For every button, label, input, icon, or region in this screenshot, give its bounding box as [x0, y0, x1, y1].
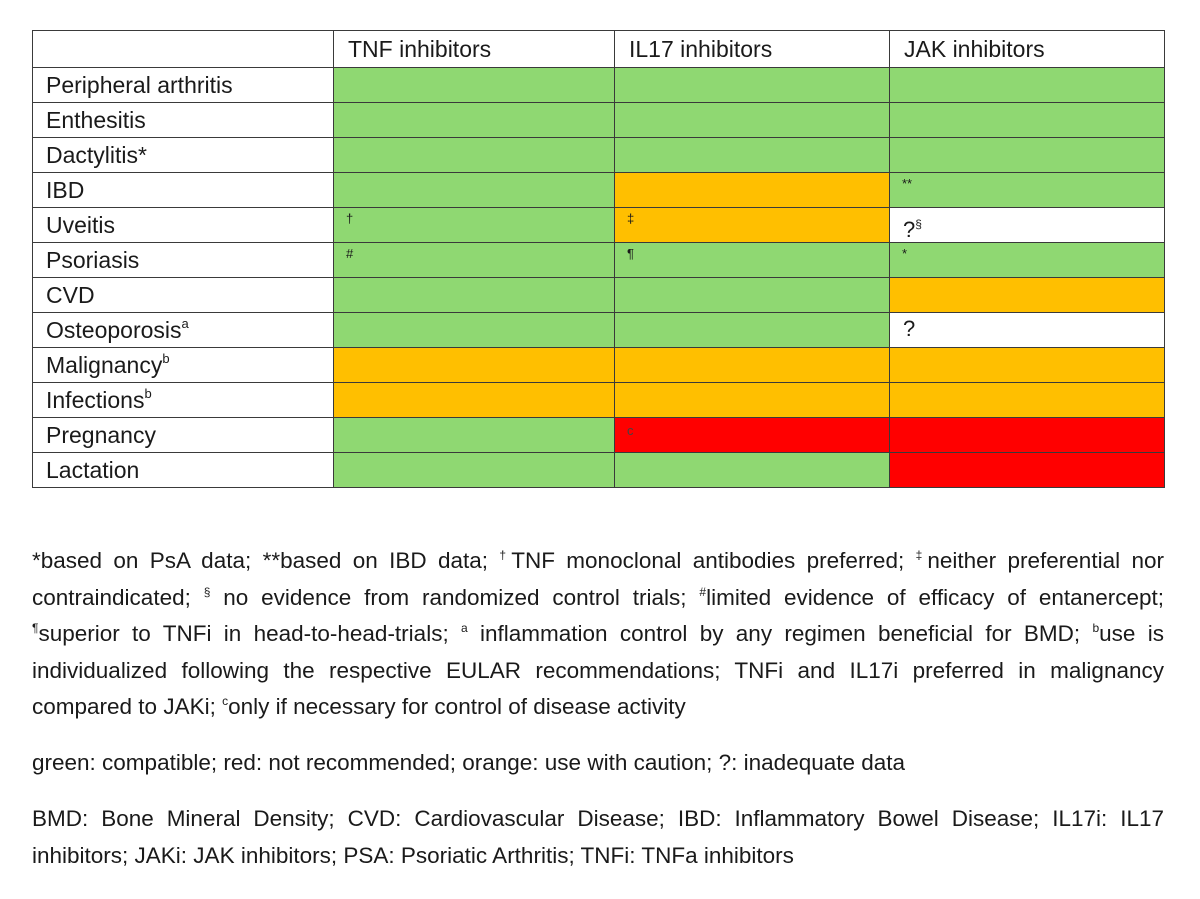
footnote-symbol: †	[499, 548, 512, 562]
cell-il17-green	[615, 453, 890, 488]
row-label	[33, 68, 334, 103]
row-label-text: Pregnancy	[46, 421, 156, 448]
row-label	[33, 278, 334, 313]
cell-mark-text: #	[346, 246, 354, 261]
cell-footnote-mark	[902, 177, 912, 191]
cell-footnote-mark	[627, 247, 634, 261]
table-header-row	[33, 31, 1165, 68]
footnote-symbol: b	[1092, 621, 1100, 635]
table-row	[33, 173, 1165, 208]
table-row	[33, 68, 1165, 103]
table-row	[33, 243, 1165, 278]
row-label-text: Enthesitis	[46, 106, 146, 133]
footnote-text: limited evidence of efficacy of entanercept;	[706, 584, 1164, 610]
cell-il17-green	[615, 243, 890, 278]
header-jak-inhibitors: JAK inhibitors	[890, 31, 1165, 68]
cell-il17-green	[615, 313, 890, 348]
cell-jak-orange	[890, 383, 1165, 418]
cell-jak-red	[890, 418, 1165, 453]
table-row	[33, 383, 1165, 418]
cell-tnf-green	[334, 243, 615, 278]
row-label-text: Malignancy	[46, 352, 163, 378]
footnote-paragraph	[32, 543, 1164, 726]
row-label-footnote-mark: b	[162, 351, 170, 366]
row-label-footnote-mark: a	[181, 316, 189, 331]
cell-mark-text: *	[902, 246, 908, 261]
table-row	[33, 138, 1165, 173]
cell-il17-green	[615, 278, 890, 313]
table-row	[33, 418, 1165, 453]
table-row	[33, 348, 1165, 383]
row-label-text: Psoriasis	[46, 246, 140, 273]
header-tnf-inhibitors: TNF inhibitors	[334, 31, 615, 68]
cell-jak-white	[890, 313, 1165, 348]
cell-jak-green	[890, 103, 1165, 138]
table-row	[33, 313, 1165, 348]
cell-jak-green	[890, 243, 1165, 278]
table-row	[33, 453, 1165, 488]
cell-il17-orange	[615, 383, 890, 418]
cell-tnf-orange	[334, 383, 615, 418]
table-row	[33, 208, 1165, 243]
cell-tnf-green	[334, 418, 615, 453]
cell-il17-red	[615, 418, 890, 453]
cell-tnf-green	[334, 103, 615, 138]
row-label	[33, 313, 334, 348]
footnote-text: only if necessary for control of disease activity	[228, 694, 686, 719]
cell-mark-text: ‡	[627, 211, 635, 226]
cell-il17-orange	[615, 173, 890, 208]
footnote-text: no evidence from randomized control trials;	[210, 584, 700, 610]
cell-mark-text: c	[627, 423, 634, 438]
row-label	[33, 138, 334, 173]
footnote-text: *based on PsA data; **based on IBD data;	[32, 548, 500, 573]
footnote-text: superior to TNFi in head-to-head-trials;	[38, 621, 462, 646]
cell-jak-orange	[890, 348, 1165, 383]
cell-il17-orange	[615, 348, 890, 383]
cell-tnf-green	[334, 313, 615, 348]
cell-tnf-green	[334, 68, 615, 103]
cell-jak-green	[890, 173, 1165, 208]
cell-mark-text: †	[346, 211, 354, 226]
cell-footnote-mark	[346, 212, 353, 226]
cell-mark-sup: §	[915, 217, 922, 231]
row-label	[33, 383, 334, 418]
row-label-text: Dactylitis*	[46, 141, 147, 168]
header-il17-inhibitors: IL17 inhibitors	[615, 31, 890, 68]
footnote-text: TNF monoclonal antibodies preferred;	[511, 548, 916, 573]
cell-tnf-green	[334, 138, 615, 173]
cell-footnote-mark	[346, 247, 353, 261]
cell-tnf-green	[334, 208, 615, 243]
footnote-text: use is individualized following the respective EULAR recommendations; TNFi and IL17i preferred in malignancy compared to JAKi;	[32, 621, 1165, 719]
cell-jak-green	[890, 138, 1165, 173]
cell-tnf-green	[334, 278, 615, 313]
row-label-text: CVD	[46, 281, 95, 308]
cell-mark-text: ¶	[627, 246, 634, 261]
row-label	[33, 103, 334, 138]
cell-jak-green	[890, 68, 1165, 103]
cell-mark-text: ?	[903, 217, 916, 242]
footnote-symbol: a	[461, 621, 468, 635]
cell-il17-green	[615, 138, 890, 173]
row-label	[33, 243, 334, 278]
cell-mark-text: **	[902, 176, 913, 191]
row-label	[33, 453, 334, 488]
cell-il17-green	[615, 103, 890, 138]
row-label	[33, 208, 334, 243]
row-label-text: Lactation	[46, 456, 140, 483]
cell-mark-text: ?	[903, 316, 916, 341]
footnote-symbol: §	[203, 584, 211, 599]
row-label-footnote-mark: b	[144, 386, 152, 401]
cell-footnote-mark	[627, 212, 634, 226]
footnote-symbol: ¶	[32, 621, 39, 635]
table-row	[33, 103, 1165, 138]
table-row	[33, 278, 1165, 313]
table-body	[33, 68, 1165, 488]
cell-footnote-mark	[903, 316, 915, 342]
cell-tnf-green	[334, 173, 615, 208]
footnote-text: inflammation control by any regimen beneficial for BMD;	[467, 621, 1093, 646]
header-corner	[33, 31, 334, 68]
cell-footnote-mark	[627, 424, 634, 438]
cell-footnote-mark	[903, 211, 922, 243]
color-legend: green: compatible; red: not recommended; orange: use with caution; ?: inadequate data	[32, 750, 906, 775]
row-label	[33, 348, 334, 383]
row-label-text: Uveitis	[46, 211, 116, 238]
cell-jak-red	[890, 453, 1165, 488]
cell-tnf-green	[334, 453, 615, 488]
cell-tnf-orange	[334, 348, 615, 383]
row-label-text: IBD	[46, 176, 85, 203]
treatment-compatibility-table	[32, 30, 1165, 488]
row-label-text: Osteoporosis	[46, 317, 182, 343]
row-label-text: Infections	[46, 387, 145, 413]
row-label-text: Peripheral arthritis	[46, 71, 233, 98]
cell-jak-orange	[890, 278, 1165, 313]
footnote-symbol: c	[222, 694, 229, 708]
row-label	[33, 418, 334, 453]
footnote-symbol: ‡	[915, 548, 928, 562]
row-label	[33, 173, 334, 208]
cell-il17-green	[615, 68, 890, 103]
abbreviations-paragraph: BMD: Bone Mineral Density; CVD: Cardiovascular Disease; IBD: Inflammatory Bowel Disease; IL17i: IL17 inhibitors; JAKi: JAK inhibitors; PSA: Psoriatic Arthritis; TNFi: TNFa inhibitors	[32, 806, 1164, 868]
cell-footnote-mark	[902, 247, 907, 261]
cell-il17-orange	[615, 208, 890, 243]
footnote-text: neither preferential nor contraindicated;	[32, 548, 1164, 610]
cell-jak-white	[890, 208, 1165, 243]
footnote-symbol: #	[699, 584, 707, 599]
